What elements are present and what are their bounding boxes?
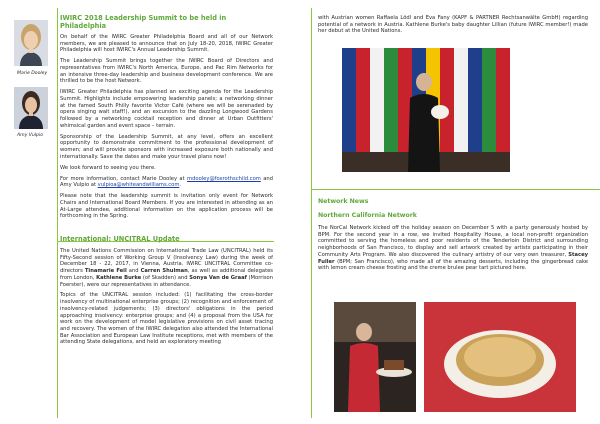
name-burke: Kathlene Burke [96,274,142,281]
center-column-rule [311,8,312,418]
creme-brulee-photo [424,302,576,412]
left-column-rule [57,8,58,418]
left-column [60,14,273,350]
continued-paragraph: with Austrian women Raffaela Lödl and Eva Fany (KAPF & PARTNER Rechtsanwälte GmbH) regarding potential of a network in Austria. Kathlene Burke's baby daughter Lillian (future IWIRC member!) made her debut at the United Nations. [318,15,588,35]
contact-text-2: and Amy Vulpio at [60,175,273,189]
name-fuller: Stacey Fuller [318,251,588,265]
section-divider-rule [311,189,600,190]
uncitral-paragraph-2: Topics of the UNCITRAL session included: (1) facilitating the cross-border insolvency of multinational enterprise groups; (2) recognition and enforcement of insolvency-related judgements; (3) directors' obligations in the period approaching insolvency: enterprise groups; and (4) a proposal from the USA for work on the development of model legislative provisions on civil asset tracing and recovery. The women of the IWIRC delegation also attended the International Bar Association and European Law Institute receptions, met with members of the attending State delegations, and held an exploratory meeting [60,292,273,346]
uncitral-text-3: , as well as additional delegates from London, [60,268,274,281]
contact-text-3: . [179,182,182,189]
uncitral-title: International: UNCITRAL Update [60,235,180,243]
uncitral-paragraph-1 [60,248,273,288]
summit-paragraph-7: Please note that the leadership summit is invitation only event for Network Chairs and International Board Members. If you are interested in attending as an At-Large attendee, additional information on the application process will be forthcoming in the Spring. [60,193,273,220]
uncitral-text-2: and [128,268,139,275]
summit-paragraph-1: On behalf of the IWIRC Greater Philadelphia Board and all of our Network members, we are pleased to announce that on July 18-20, 2018, IWIRC Greater Philadelphia will host IWIRC's Annual Leadership Summit. [60,34,273,54]
uncitral-text-1: The United Nations Commission on International Trade Law (UNCITRAL) held its Fifty-Second session of Working Group V (Insolvency Law) during the week of December 18 - 22, 2017, in Vienna, Austria. IWIRC UNCITRAL Committee co-directors [60,248,273,275]
united-nations-photo [342,48,510,172]
email-link-amy[interactable]: vulpioa@whiteandwilliams.com [97,182,180,189]
contact-text-1: For more information, contact Marie Dooley at [60,175,185,182]
summit-paragraph-5: We look forward to seeing you there. [60,164,156,171]
marie-dooley-caption: Marie Dooley [17,71,48,76]
summit-paragraph-3: IWIRC Greater Philadelphia has planned an exciting agenda for the Leadership Summit. Highlights include empowering leadership panels; a networking dinner at the famed South Philly favorite Victor Café (where we will be serenaded by opera singing wait staff!), and an excursion to the dazzling Longwood Gardens followed by a networking cocktail reception and dinner at Urban Outfitters' whimsical garden and event space – terrain. [60,89,273,129]
summit-paragraph-2: The Leadership Summit brings together the IWIRC Board of Directors and representatives from IWIRC's North America, Europe, and Pac Rim Networks for an intensive three-day leadership and business development conference. We are thrilled to be the host Network. [60,58,273,85]
uncitral-text-4: (of Skadden) and [142,274,188,281]
right-column-top [318,15,588,35]
name-feil: Tinamarie Feil [84,268,127,275]
amy-vulpio-caption: Amy Vulpio [17,133,44,138]
marie-dooley-photo [14,20,48,66]
network-news-section [318,198,588,272]
name-shulman: Carren Shulman [140,268,188,275]
network-news-title: Network News [318,198,369,205]
norcal-text-1: The NorCal Network kicked off the holiday season on December 5 with a party generously hosted by BPM. For the second year in a row, we invited Hospitality House, a local non-profit organization committed to serving the homeless and poor residents of the Tenderloin District and surrounding neighborhoods of San Francisco, to display and sell artwork created by artists participating in their Community Arts Program. We also discovered the culinary artistry of our very own treasurer, [318,225,588,258]
norcal-title: Northern California Network [318,212,417,219]
summit-paragraph-4: Sponsorship of the Leadership Summit, at any level, offers an excellent opportunity to demonstrate commitment to the professional development of women; and will provide sponsors with increased exposure both nationally and internationally. Save the dates and make your travel plans now! [60,133,273,160]
amy-vulpio-photo [14,87,48,129]
norcal-party-photo [334,302,416,412]
norcal-text-2: (BPM; San Francisco), who made all of the amazing desserts, including the gingerbread cake with lemon cream cheese frosting and the creme brulee pear tart pictured here. [318,258,588,272]
name-van-de-graaf: Sonya Van de Graaf [189,274,247,281]
email-link-marie[interactable]: mdooley@foxrothschild.com [187,175,261,182]
summit-title: IWIRC 2018 Leadership Summit to be held in Philadelphia [60,14,227,30]
uncitral-text-5: (Morrison Foerster), were our representatives in attendance. [60,274,273,288]
summit-paragraph-6 [60,176,273,189]
norcal-paragraph [318,225,588,272]
